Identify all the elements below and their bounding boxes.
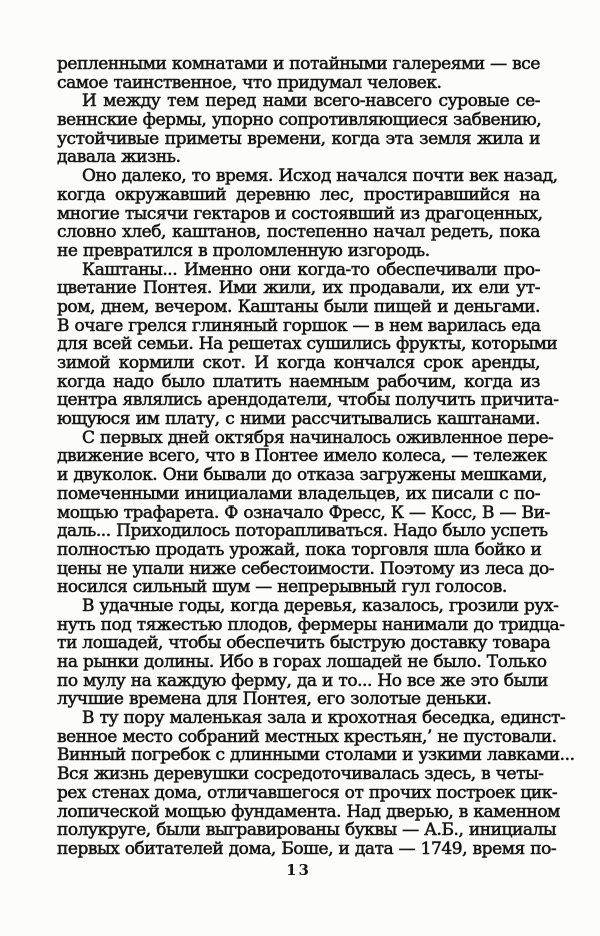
text-line: словно хлеб, каштанов, постепенно начал редеть, пока [57, 222, 540, 243]
text-line: когда надо было платить наемным рабочим, когда из [57, 371, 540, 392]
text-line: по мулу на каждую ферму, да и то... Но все же это были [57, 670, 548, 691]
text-line: Вся жизнь деревушки сосредоточивалась здесь, в четы- [57, 764, 544, 785]
text-line: помеченными инициалами владельцев, их писали с по- [57, 483, 540, 504]
text-line: цветание Понтея. Ими жили, их продавали, их ели ут- [57, 278, 540, 299]
text-line: лучшие времена для Понтея, его золотые деньки. [57, 689, 492, 710]
text-line: цены не упали ниже себестоимости. Поэтому из леса до- [57, 558, 555, 579]
text-line: репленными комнатами и потайными галереями — все [57, 54, 540, 74]
text-line: Оно далеко, то время. Исход начался почти век назад, [82, 166, 558, 187]
text-line: и двуколок. Они бывали до отказа загружены мешками, [57, 465, 547, 486]
text-line: мощью трафарета. Ф означало Фресс, К — Косс, В — Ви- [57, 502, 550, 523]
text-line: Каштаны... Именно они когда-то обеспечивали про- [82, 259, 540, 280]
text-line: зимой кормили скот. И когда кончался срок аренды, [57, 353, 540, 373]
text-line: лопической мощью фундамента. Над дверью, в каменном [57, 801, 560, 822]
text-line: полностью продать урожай, пока торговля шла бойко и [57, 539, 542, 560]
text-line: даль... Приходилось поторапливаться. Надо было успеть [57, 521, 548, 542]
text-line: рех стенах дома, отличавшегося от прочих построек цик- [57, 782, 558, 803]
text-line: Винный погребок с длинными столами и узкими лавками... [57, 745, 575, 766]
text-line: веннские фермы, упорно сопротивляющиеся забвению, [57, 110, 542, 131]
text-line: на рынки долины. Ибо в горах лошадей не было. Только [57, 652, 547, 672]
page-number: 13 [286, 861, 311, 879]
text-line: В ту пору маленькая зала и крохотная беседка, единст- [82, 708, 566, 729]
text-line: движение всего, что в Понтее имело колеса, — тележек [57, 446, 547, 467]
text-line: ющуюся им плату, с ними рассчитывались каштанами. [57, 409, 540, 430]
text-line: нуть под тяжестью плодов, фермеры нанимали до тридца- [57, 614, 565, 635]
text-line: венное место собраний местных крестьян,’ не пустовали. [57, 726, 557, 747]
text-line: давала жизнь. [57, 147, 181, 168]
text-line: ти лошадей, чтобы обеспечить быструю доставку товара [57, 633, 551, 654]
text-line: носился сильный шум — непрерывный гул голосов. [57, 577, 507, 598]
text-line: В удачные годы, когда деревья, казалось, грозили рух- [82, 595, 559, 616]
text-line: не превратился в проломленную изгородь. [57, 240, 430, 261]
text-line: С первых дней октября начиналось оживленное пере- [82, 427, 554, 448]
text-line: первых обитателей дома, Боше, и дата — 1749, время по- [57, 838, 557, 859]
text-line: центра являлись арендодатели, чтобы получить причита- [57, 390, 559, 411]
text-line: В очаге грелся глиняный горшок — в нем варилась еда [57, 315, 541, 336]
text-line: ром, днем, вечером. Каштаны были пищей и деньгами. [57, 296, 540, 317]
text-line: полукруге, были выгравированы буквы — А.Б., инициалы [57, 820, 557, 841]
text-line: устойчивые приметы времени, когда эта земля жила и [57, 128, 540, 149]
text-line: И между тем перед нами всего-навсего суровые се- [82, 91, 540, 112]
text-line: когда окружавший деревню лес, простиравшийся на [57, 184, 540, 205]
text-line: для всей семьи. На решетах сушились фрукты, которыми [57, 334, 558, 355]
text-line: многие тысячи гектаров и состоявший из драгоценных, [57, 203, 543, 224]
text-line: самое таинственное, что придумал человек. [57, 72, 442, 93]
page-text [57, 54, 575, 859]
